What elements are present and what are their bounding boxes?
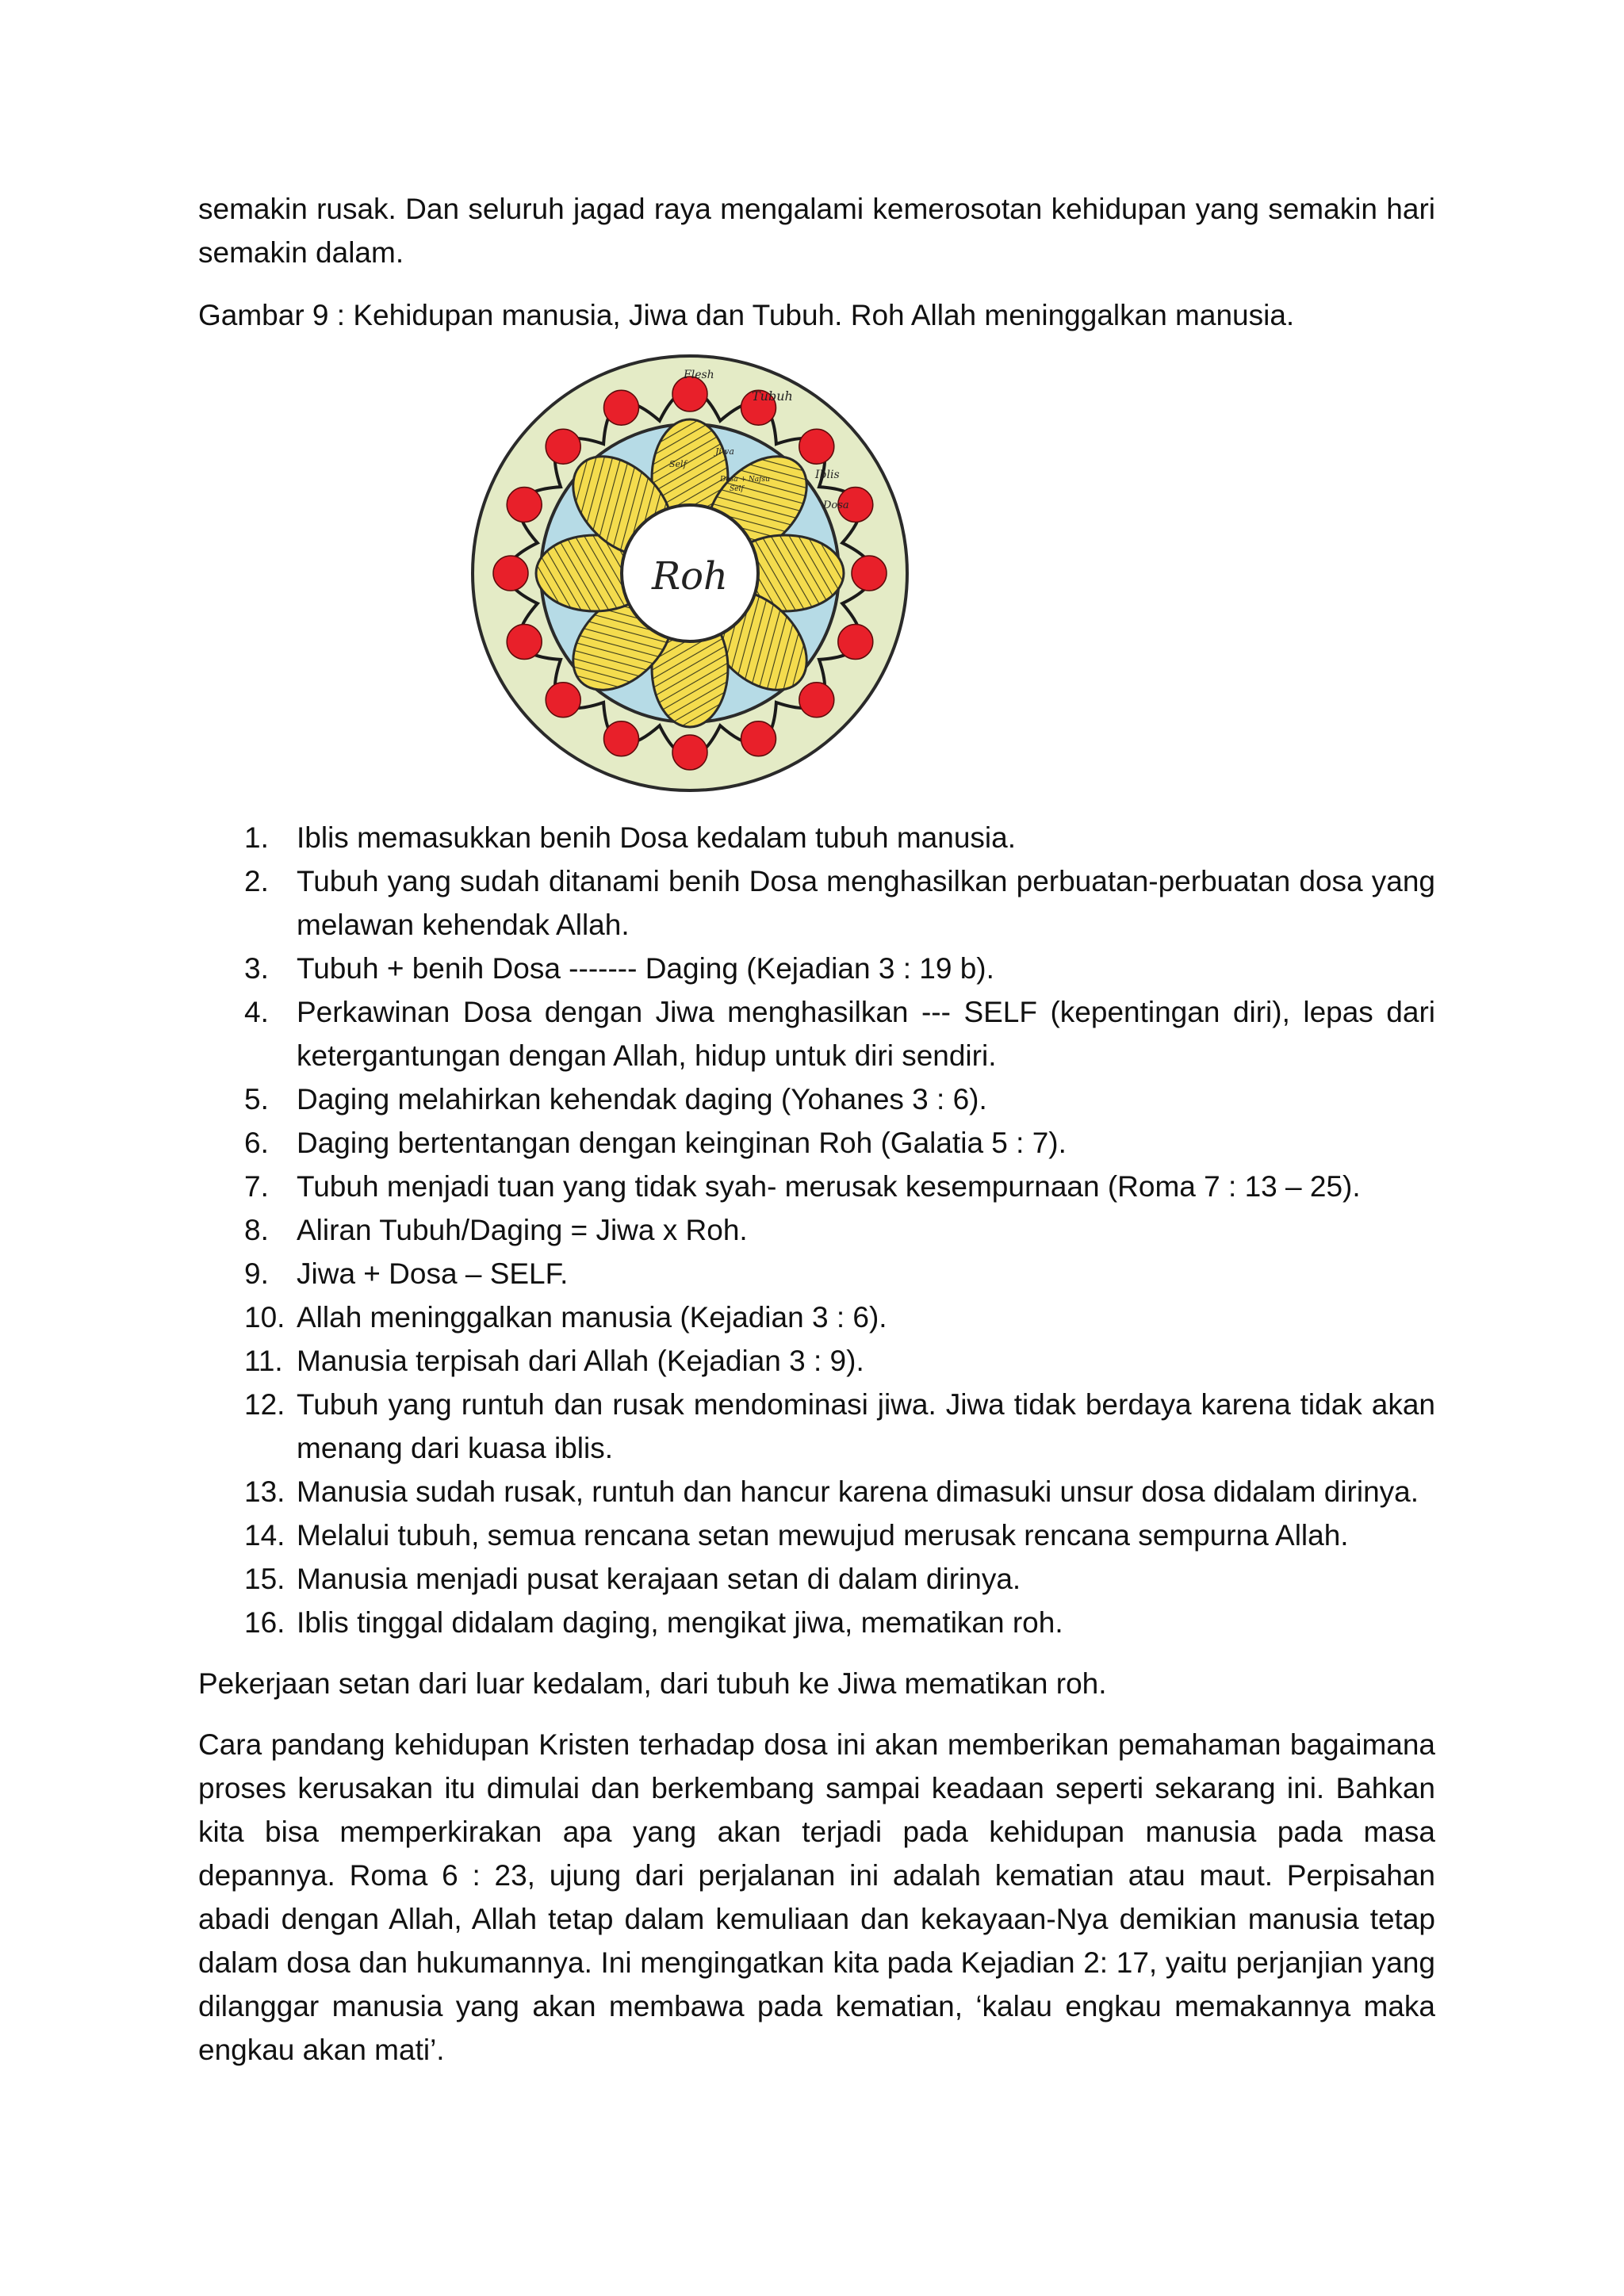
list-item bbox=[198, 1252, 1435, 1295]
diagram-svg bbox=[468, 351, 912, 795]
list-item-number: 12. bbox=[244, 1388, 285, 1421]
sin-dot bbox=[604, 390, 639, 425]
dosa-label: Dosa bbox=[823, 499, 849, 511]
list-item-number: 13. bbox=[244, 1475, 285, 1508]
list-item-text: Jiwa + Dosa – SELF. bbox=[297, 1257, 569, 1290]
list-item-text: Iblis memasukkan benih Dosa kedalam tubuh manusia. bbox=[297, 821, 1016, 854]
paragraph-2: Pekerjaan setan dari luar kedalam, dari tubuh ke Jiwa mematikan roh. bbox=[198, 1667, 1107, 1700]
list-item bbox=[198, 1513, 1435, 1557]
list-item-number: 2. bbox=[244, 865, 269, 897]
list-item-number: 16. bbox=[244, 1606, 285, 1639]
numbered-list bbox=[198, 816, 1435, 1644]
list-item bbox=[198, 947, 1435, 990]
tubuh-label: Tubuh bbox=[752, 388, 793, 404]
intro-paragraph: semakin rusak. Dan seluruh jagad raya mengalami kemerosotan kehidupan yang semakin hari semakin dalam. bbox=[198, 193, 1435, 269]
sin-dot bbox=[799, 683, 834, 718]
sin-dot bbox=[493, 556, 528, 591]
self-label: Self bbox=[669, 459, 687, 469]
list-item-number: 6. bbox=[244, 1127, 269, 1159]
sin-dot bbox=[507, 625, 542, 660]
list-item-text: Melalui tubuh, semua rencana setan mewujud merusak rencana sempurna Allah. bbox=[297, 1519, 1349, 1552]
list-item-number: 11. bbox=[244, 1345, 283, 1377]
list-item bbox=[198, 1077, 1435, 1121]
flesh-label: Flesh bbox=[684, 369, 714, 381]
list-item bbox=[198, 1208, 1435, 1252]
paragraph-3: Cara pandang kehidupan Kristen terhadap dosa ini akan memberikan pemahaman bagaimana proses kerusakan itu dimulai dan berkembang sampai keadaan seperti sekarang ini. Bahkan kita bisa memperkirakan apa yang akan terjadi pada kehidupan manusia pada masa depannya. Roma 6 : 23, ujung dari perjalanan ini adalah kematian atau maut. Perpisahan abadi dengan Allah, Allah tetap dalam kemuliaan dan kekayaan-Nya demikian manusia tetap dalam dosa dan hukumannya. Ini mengingatkan kita pada Kejadian 2: 17, yaitu perjanjian yang dilanggar manusia yang akan membawa pada kematian, ‘kalau engkau memakannya maka engkau akan mati’. bbox=[198, 1728, 1435, 2066]
list-item-text: Tubuh menjadi tuan yang tidak syah- merusak kesempurnaan (Roma 7 : 13 – 25). bbox=[297, 1170, 1361, 1203]
sin-dot bbox=[672, 377, 707, 411]
list-item-number: 3. bbox=[244, 952, 269, 985]
list-item-number: 8. bbox=[244, 1214, 269, 1246]
list-item-text: Daging bertentangan dengan keinginan Roh (Galatia 5 : 7). bbox=[297, 1127, 1067, 1159]
sin-dot bbox=[799, 429, 834, 464]
list-item-number: 10. bbox=[244, 1301, 285, 1334]
sin-dot bbox=[604, 721, 639, 756]
list-item bbox=[198, 1165, 1435, 1208]
roh-label: Roh bbox=[652, 554, 728, 599]
sin-dot bbox=[507, 488, 542, 522]
list-item bbox=[198, 1470, 1435, 1513]
iblis-label: Iblis bbox=[815, 469, 840, 481]
list-item bbox=[198, 1295, 1435, 1339]
list-item-text: Manusia terpisah dari Allah (Kejadian 3 : 9). bbox=[297, 1345, 864, 1377]
sin-dot bbox=[852, 556, 887, 591]
list-item bbox=[198, 859, 1435, 947]
list-item-text: Manusia sudah rusak, runtuh dan hancur karena dimasuki unsur dosa didalam dirinya. bbox=[297, 1475, 1419, 1508]
list-item-number: 4. bbox=[244, 996, 269, 1028]
list-item-text: Manusia menjadi pusat kerajaan setan di dalam dirinya. bbox=[297, 1563, 1021, 1595]
list-item-number: 1. bbox=[244, 821, 269, 854]
sin-dot bbox=[838, 625, 873, 660]
dosa-self-label: Self bbox=[730, 485, 744, 493]
list-item-text: Tubuh + benih Dosa ------- Daging (Kejadian 3 : 19 b). bbox=[297, 952, 994, 985]
list-item-text: Aliran Tubuh/Daging = Jiwa x Roh. bbox=[297, 1214, 748, 1246]
list-item bbox=[198, 1557, 1435, 1601]
list-item bbox=[198, 1601, 1435, 1644]
list-item-number: 5. bbox=[244, 1083, 269, 1115]
sin-dot bbox=[546, 429, 580, 464]
list-item-text: Tubuh yang sudah ditanami benih Dosa menghasilkan perbuatan-perbuatan dosa yang melawan kehendak Allah. bbox=[297, 865, 1435, 941]
sin-dot bbox=[741, 721, 776, 756]
list-item-text: Allah meninggalkan manusia (Kejadian 3 : 6). bbox=[297, 1301, 887, 1334]
sin-dot bbox=[546, 683, 580, 718]
list-item-text: Iblis tinggal didalam daging, mengikat jiwa, mematikan roh. bbox=[297, 1606, 1063, 1639]
list-item bbox=[198, 1121, 1435, 1165]
figure-diagram bbox=[468, 351, 912, 795]
list-item-text: Daging melahirkan kehendak daging (Yohanes 3 : 6). bbox=[297, 1083, 987, 1115]
list-item-text: Perkawinan Dosa dengan Jiwa menghasilkan --- SELF (kepentingan diri), lepas dari ketergantungan dengan Allah, hidup untuk diri sendiri. bbox=[297, 996, 1435, 1072]
jiwa-label: Jiwa bbox=[715, 446, 734, 457]
document-page bbox=[198, 187, 1435, 2072]
list-item bbox=[198, 1383, 1435, 1470]
list-item-text: Tubuh yang runtuh dan rusak mendominasi jiwa. Jiwa tidak berdaya karena tidak akan menang dari kuasa iblis. bbox=[297, 1388, 1435, 1464]
list-item bbox=[198, 816, 1435, 859]
list-item bbox=[198, 1339, 1435, 1383]
figure-caption: Gambar 9 : Kehidupan manusia, Jiwa dan Tubuh. Roh Allah meninggalkan manusia. bbox=[198, 299, 1295, 331]
list-item-number: 15. bbox=[244, 1563, 285, 1595]
list-item bbox=[198, 990, 1435, 1077]
sin-dot bbox=[672, 735, 707, 770]
dosa-nafsu-label: Dosa + Nafsu bbox=[720, 476, 770, 484]
list-item-number: 9. bbox=[244, 1257, 269, 1290]
list-item-number: 14. bbox=[244, 1519, 285, 1552]
list-item-number: 7. bbox=[244, 1170, 269, 1203]
